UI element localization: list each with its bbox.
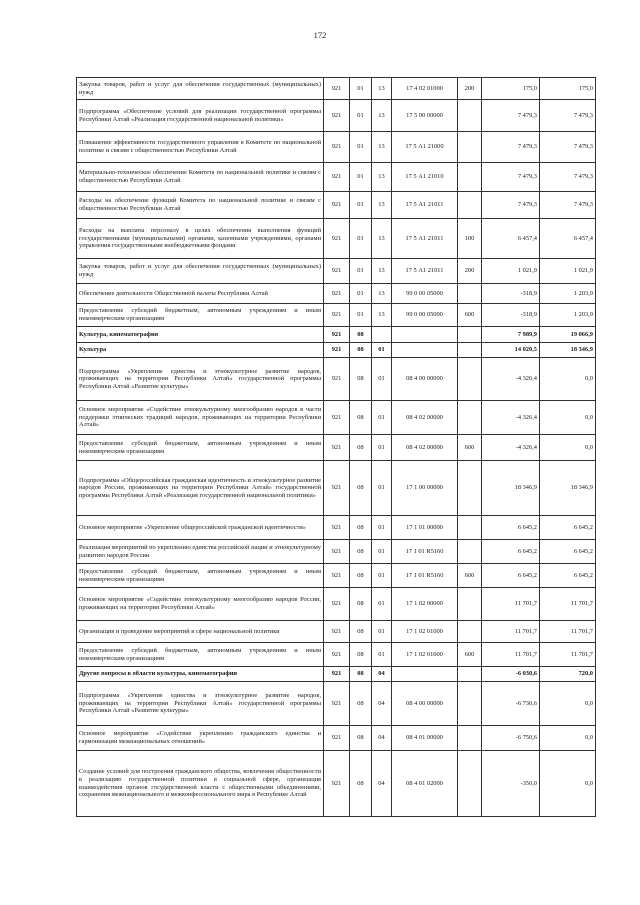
subsection-code-cell: 13 xyxy=(372,163,392,192)
subsection-code-cell: 04 xyxy=(372,726,392,751)
section-code-cell: 08 xyxy=(350,682,372,726)
table-row xyxy=(77,304,596,327)
subsection-code-cell: 01 xyxy=(372,516,392,540)
amount-change-cell: 18 346,9 xyxy=(482,461,540,516)
amount-total-cell: 6 645,2 xyxy=(540,516,596,540)
section-code-cell: 08 xyxy=(350,358,372,401)
row-name-cell: Культура, кинематография xyxy=(77,327,324,343)
row-name-cell: Организация и проведение мероприятий в сфере национальной политики xyxy=(77,621,324,643)
section-code-cell: 08 xyxy=(350,327,372,343)
amount-total-cell: 19 066,9 xyxy=(540,327,596,343)
amount-total-cell: 0,0 xyxy=(540,682,596,726)
amount-change-cell: 6 645,2 xyxy=(482,564,540,588)
grbs-code-cell: 921 xyxy=(324,259,350,284)
amount-change-cell: 6 645,2 xyxy=(482,516,540,540)
expense-type-cell xyxy=(458,132,482,163)
amount-change-cell: -6 750,6 xyxy=(482,726,540,751)
table-row xyxy=(77,343,596,358)
amount-total-cell: 7 479,3 xyxy=(540,192,596,219)
target-article-cell: 17 4 02 01000 xyxy=(392,78,458,100)
expense-type-cell: 600 xyxy=(458,564,482,588)
section-code-cell: 01 xyxy=(350,78,372,100)
grbs-code-cell: 921 xyxy=(324,163,350,192)
target-article-cell: 08 4 00 00000 xyxy=(392,358,458,401)
amount-change-cell: -4 326,4 xyxy=(482,358,540,401)
amount-total-cell: 7 479,3 xyxy=(540,163,596,192)
amount-change-cell: 14 020,5 xyxy=(482,343,540,358)
grbs-code-cell: 921 xyxy=(324,219,350,259)
subsection-code-cell: 01 xyxy=(372,343,392,358)
table-row xyxy=(77,667,596,682)
grbs-code-cell: 921 xyxy=(324,327,350,343)
target-article-cell: 99 0 00 05000 xyxy=(392,284,458,304)
expense-type-cell: 200 xyxy=(458,259,482,284)
amount-total-cell: 1 021,9 xyxy=(540,259,596,284)
expense-type-cell xyxy=(458,682,482,726)
amount-change-cell: -4 326,4 xyxy=(482,435,540,461)
amount-total-cell: 1 203,9 xyxy=(540,284,596,304)
section-code-cell: 01 xyxy=(350,259,372,284)
target-article-cell: 08 4 02 00000 xyxy=(392,401,458,435)
grbs-code-cell: 921 xyxy=(324,78,350,100)
table-row xyxy=(77,682,596,726)
subsection-code-cell: 01 xyxy=(372,588,392,621)
expense-type-cell xyxy=(458,667,482,682)
row-name-cell: Подпрограмма «Укрепление единства и этнокультурное развитие народов, проживающих на территории Республики Алтай» государственной программы Республики Алтай «Развитие культуры» xyxy=(77,358,324,401)
amount-change-cell: -318,9 xyxy=(482,284,540,304)
section-code-cell: 08 xyxy=(350,343,372,358)
row-name-cell: Основное мероприятие «Укрепление общероссийской гражданской идентичности» xyxy=(77,516,324,540)
amount-change-cell: 7 989,9 xyxy=(482,327,540,343)
amount-total-cell: 6 457,4 xyxy=(540,219,596,259)
section-code-cell: 08 xyxy=(350,564,372,588)
grbs-code-cell: 921 xyxy=(324,682,350,726)
expense-type-cell xyxy=(458,540,482,564)
amount-total-cell: 18 346,9 xyxy=(540,461,596,516)
amount-change-cell: -4 326,4 xyxy=(482,401,540,435)
section-code-cell: 01 xyxy=(350,132,372,163)
table-row xyxy=(77,726,596,751)
amount-total-cell: 11 701,7 xyxy=(540,588,596,621)
grbs-code-cell: 921 xyxy=(324,358,350,401)
amount-total-cell: 0,0 xyxy=(540,435,596,461)
grbs-code-cell: 921 xyxy=(324,667,350,682)
subsection-code-cell: 13 xyxy=(372,259,392,284)
amount-total-cell: 0,0 xyxy=(540,751,596,817)
amount-change-cell: -318,9 xyxy=(482,304,540,327)
subsection-code-cell: 01 xyxy=(372,461,392,516)
grbs-code-cell: 921 xyxy=(324,643,350,667)
table-row xyxy=(77,516,596,540)
target-article-cell: 17 1 01 R5160 xyxy=(392,540,458,564)
amount-change-cell: 175,0 xyxy=(482,78,540,100)
amount-total-cell: 11 701,7 xyxy=(540,643,596,667)
expense-type-cell xyxy=(458,751,482,817)
target-article-cell: 17 5 А1 21010 xyxy=(392,163,458,192)
subsection-code-cell: 13 xyxy=(372,100,392,132)
table-row xyxy=(77,259,596,284)
subsection-code-cell: 01 xyxy=(372,643,392,667)
section-code-cell: 08 xyxy=(350,643,372,667)
budget-table xyxy=(76,77,596,817)
row-name-cell: Подпрограмма «Укрепление единства и этнокультурное развитие народов, проживающих на территории Республики Алтай» государственной программы Республики Алтай «Развитие культуры» xyxy=(77,682,324,726)
grbs-code-cell: 921 xyxy=(324,516,350,540)
table-row xyxy=(77,751,596,817)
expense-type-cell xyxy=(458,284,482,304)
subsection-code-cell: 13 xyxy=(372,192,392,219)
grbs-code-cell: 921 xyxy=(324,132,350,163)
row-name-cell: Другие вопросы в области культуры, кинематографии xyxy=(77,667,324,682)
expense-type-cell xyxy=(458,327,482,343)
subsection-code-cell: 04 xyxy=(372,682,392,726)
table-row xyxy=(77,192,596,219)
amount-change-cell: 7 479,3 xyxy=(482,100,540,132)
subsection-code-cell: 01 xyxy=(372,358,392,401)
grbs-code-cell: 921 xyxy=(324,100,350,132)
subsection-code-cell: 01 xyxy=(372,540,392,564)
row-name-cell: Расходы на обеспечение функций Комитета по национальной политике и связям с общественностью Республики Алтай xyxy=(77,192,324,219)
subsection-code-cell: 13 xyxy=(372,304,392,327)
row-name-cell: Реализация мероприятий по укреплению единства российской нации и этнокультурному развитию народов России xyxy=(77,540,324,564)
expense-type-cell xyxy=(458,358,482,401)
amount-total-cell: 6 645,2 xyxy=(540,540,596,564)
amount-total-cell: 0,0 xyxy=(540,401,596,435)
amount-change-cell: -350,0 xyxy=(482,751,540,817)
table-row xyxy=(77,435,596,461)
section-code-cell: 01 xyxy=(350,100,372,132)
row-name-cell: Расходы на выплаты персоналу в целях обеспечения выполнения функций государственными (муниципальными) органами, казенными учреждениями, органами управления государственными внебюджетными фондами xyxy=(77,219,324,259)
target-article-cell: 08 4 01 02000 xyxy=(392,751,458,817)
table-row xyxy=(77,401,596,435)
table-row xyxy=(77,219,596,259)
amount-total-cell: 1 203,9 xyxy=(540,304,596,327)
grbs-code-cell: 921 xyxy=(324,726,350,751)
section-code-cell: 01 xyxy=(350,284,372,304)
expense-type-cell: 200 xyxy=(458,78,482,100)
amount-total-cell: 0,0 xyxy=(540,726,596,751)
section-code-cell: 08 xyxy=(350,516,372,540)
row-name-cell: Предоставление субсидий бюджетным, автономным учреждениям и иным некоммерческим организациям xyxy=(77,564,324,588)
amount-total-cell: 11 701,7 xyxy=(540,621,596,643)
table-row xyxy=(77,132,596,163)
expense-type-cell: 600 xyxy=(458,435,482,461)
subsection-code-cell: 13 xyxy=(372,284,392,304)
section-code-cell: 08 xyxy=(350,540,372,564)
subsection-code-cell xyxy=(372,327,392,343)
target-article-cell: 17 1 02 01000 xyxy=(392,621,458,643)
expense-type-cell xyxy=(458,192,482,219)
grbs-code-cell: 921 xyxy=(324,751,350,817)
grbs-code-cell: 921 xyxy=(324,304,350,327)
target-article-cell: 99 0 00 05000 xyxy=(392,304,458,327)
amount-change-cell: -6 030,6 xyxy=(482,667,540,682)
section-code-cell: 08 xyxy=(350,726,372,751)
section-code-cell: 08 xyxy=(350,751,372,817)
section-code-cell: 08 xyxy=(350,461,372,516)
section-code-cell: 08 xyxy=(350,435,372,461)
target-article-cell: 08 4 00 00000 xyxy=(392,682,458,726)
row-name-cell: Закупка товаров, работ и услуг для обеспечения государственных (муниципальных) нужд xyxy=(77,78,324,100)
subsection-code-cell: 13 xyxy=(372,219,392,259)
row-name-cell: Подпрограмма «Общероссийская гражданская идентичность и этнокультурное развитие народов России, проживающих на территории Республики Алтай» государственной программы Республики Алтай «Реализация государственной национальной политики» xyxy=(77,461,324,516)
row-name-cell: Обеспечение деятельности Общественной палаты Республики Алтай xyxy=(77,284,324,304)
amount-change-cell: 11 701,7 xyxy=(482,588,540,621)
table-row xyxy=(77,78,596,100)
grbs-code-cell: 921 xyxy=(324,621,350,643)
expense-type-cell xyxy=(458,461,482,516)
amount-total-cell: 6 645,2 xyxy=(540,564,596,588)
expense-type-cell xyxy=(458,621,482,643)
target-article-cell: 17 1 02 01000 xyxy=(392,643,458,667)
table-row xyxy=(77,100,596,132)
row-name-cell: Предоставление субсидий бюджетным, автономным учреждениям и иным некоммерческим организациям xyxy=(77,643,324,667)
page-number: 172 xyxy=(313,30,327,40)
section-code-cell: 08 xyxy=(350,588,372,621)
row-name-cell: Культура xyxy=(77,343,324,358)
grbs-code-cell: 921 xyxy=(324,461,350,516)
row-name-cell: Основное мероприятие «Содействие укреплению гражданского единства и гармонизации межнациональных отношений» xyxy=(77,726,324,751)
section-code-cell: 08 xyxy=(350,621,372,643)
subsection-code-cell: 13 xyxy=(372,132,392,163)
table-row xyxy=(77,358,596,401)
row-name-cell: Материально-техническое обеспечение Комитета по национальной политике и связям с общественностью Республики Алтай xyxy=(77,163,324,192)
amount-change-cell: 11 701,7 xyxy=(482,621,540,643)
row-name-cell: Предоставление субсидий бюджетным, автономным учреждениям и иным некоммерческим организациям xyxy=(77,304,324,327)
grbs-code-cell: 921 xyxy=(324,343,350,358)
amount-change-cell: -6 730,6 xyxy=(482,682,540,726)
row-name-cell: Закупка товаров, работ и услуг для обеспечения государственных (муниципальных) нужд xyxy=(77,259,324,284)
table-row xyxy=(77,540,596,564)
row-name-cell: Повышение эффективности государственного управления в Комитете по национальной политике и связям с общественностью Республики Алтай xyxy=(77,132,324,163)
row-name-cell: Подпрограмма «Обеспечение условий для реализации государственной программы Республики Алтай «Реализация государственной национальной политики» xyxy=(77,100,324,132)
subsection-code-cell: 01 xyxy=(372,564,392,588)
amount-change-cell: 7 479,3 xyxy=(482,163,540,192)
expense-type-cell xyxy=(458,588,482,621)
section-code-cell: 01 xyxy=(350,163,372,192)
section-code-cell: 01 xyxy=(350,192,372,219)
budget-table-body xyxy=(77,78,596,817)
target-article-cell: 17 1 00 00000 xyxy=(392,461,458,516)
table-row xyxy=(77,621,596,643)
amount-change-cell: 7 479,3 xyxy=(482,192,540,219)
target-article-cell xyxy=(392,327,458,343)
grbs-code-cell: 921 xyxy=(324,540,350,564)
subsection-code-cell: 01 xyxy=(372,621,392,643)
amount-change-cell: 1 021,9 xyxy=(482,259,540,284)
table-row xyxy=(77,163,596,192)
target-article-cell: 17 5 00 00000 xyxy=(392,100,458,132)
section-code-cell: 08 xyxy=(350,401,372,435)
row-name-cell: Основное мероприятие «Содействие этнокультурному многообразию народов России, проживающих на территории Республики Алтай» xyxy=(77,588,324,621)
expense-type-cell xyxy=(458,516,482,540)
amount-change-cell: 6 457,4 xyxy=(482,219,540,259)
target-article-cell: 17 5 А1 21011 xyxy=(392,219,458,259)
expense-type-cell xyxy=(458,726,482,751)
amount-change-cell: 11 701,7 xyxy=(482,643,540,667)
grbs-code-cell: 921 xyxy=(324,284,350,304)
section-code-cell: 08 xyxy=(350,667,372,682)
target-article-cell: 17 5 А1 21011 xyxy=(392,259,458,284)
grbs-code-cell: 921 xyxy=(324,435,350,461)
expense-type-cell xyxy=(458,163,482,192)
subsection-code-cell: 01 xyxy=(372,435,392,461)
target-article-cell: 17 1 02 00000 xyxy=(392,588,458,621)
amount-total-cell: 0,0 xyxy=(540,358,596,401)
grbs-code-cell: 921 xyxy=(324,564,350,588)
row-name-cell: Основное мероприятие «Содействие этнокультурному многообразию народов в части поддержки этнических традиций народов, проживающих на территории Республики Алтай» xyxy=(77,401,324,435)
amount-total-cell: 7 479,3 xyxy=(540,100,596,132)
target-article-cell: 17 1 01 R5160 xyxy=(392,564,458,588)
expense-type-cell: 100 xyxy=(458,219,482,259)
target-article-cell xyxy=(392,343,458,358)
target-article-cell: 17 1 01 00000 xyxy=(392,516,458,540)
table-row xyxy=(77,564,596,588)
subsection-code-cell: 04 xyxy=(372,667,392,682)
amount-total-cell: 720,0 xyxy=(540,667,596,682)
amount-total-cell: 7 479,3 xyxy=(540,132,596,163)
expense-type-cell xyxy=(458,401,482,435)
subsection-code-cell: 13 xyxy=(372,78,392,100)
expense-type-cell xyxy=(458,343,482,358)
target-article-cell: 17 5 А1 21000 xyxy=(392,132,458,163)
target-article-cell xyxy=(392,667,458,682)
amount-total-cell: 175,0 xyxy=(540,78,596,100)
table-row xyxy=(77,284,596,304)
table-row xyxy=(77,588,596,621)
section-code-cell: 01 xyxy=(350,219,372,259)
grbs-code-cell: 921 xyxy=(324,192,350,219)
amount-change-cell: 7 479,3 xyxy=(482,132,540,163)
target-article-cell: 08 4 02 00000 xyxy=(392,435,458,461)
row-name-cell: Предоставление субсидий бюджетным, автономным учреждениям и иным некоммерческим организациям xyxy=(77,435,324,461)
expense-type-cell: 600 xyxy=(458,304,482,327)
row-name-cell: Создание условий для построения гражданского общества, вовлечения общественности в реализацию государственной политики в социальной сфере, организация взаимодействия органов государственной власти с общественными объединениями, сохранения межнационального и межконфессионального мира в Республике Алтай xyxy=(77,751,324,817)
table-row xyxy=(77,461,596,516)
grbs-code-cell: 921 xyxy=(324,588,350,621)
table-row xyxy=(77,643,596,667)
amount-change-cell: 6 645,2 xyxy=(482,540,540,564)
subsection-code-cell: 04 xyxy=(372,751,392,817)
expense-type-cell: 600 xyxy=(458,643,482,667)
grbs-code-cell: 921 xyxy=(324,401,350,435)
expense-type-cell xyxy=(458,100,482,132)
target-article-cell: 08 4 01 00000 xyxy=(392,726,458,751)
target-article-cell: 17 5 А1 21011 xyxy=(392,192,458,219)
table-row xyxy=(77,327,596,343)
subsection-code-cell: 01 xyxy=(372,401,392,435)
amount-total-cell: 18 346,9 xyxy=(540,343,596,358)
section-code-cell: 01 xyxy=(350,304,372,327)
